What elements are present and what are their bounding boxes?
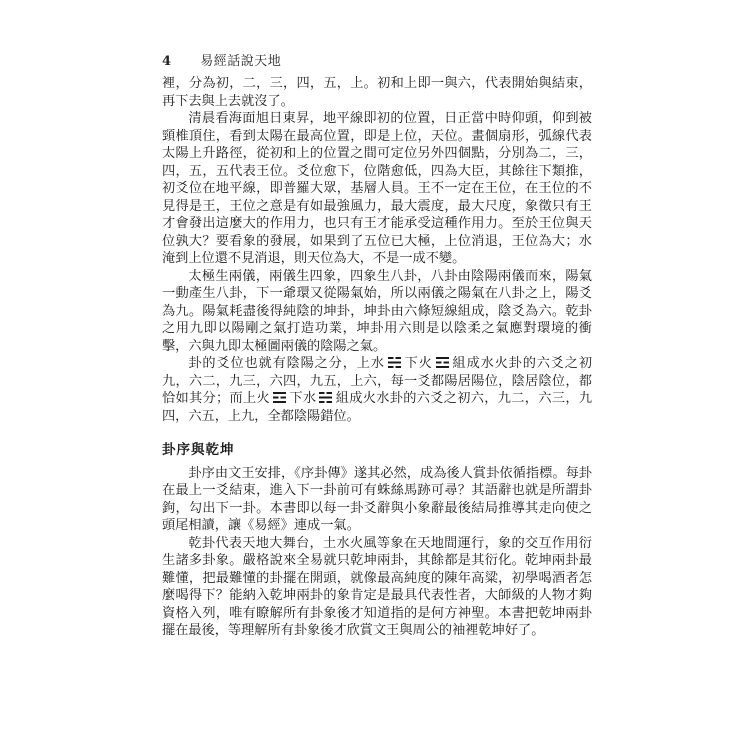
body-text — [162, 75, 592, 640]
paragraph-qian-kun: 乾卦代表天地大舞台，土水火風等象在天地間運行，象的交互作用衍生諸多卦象。嚴格說來全易就只乾坤兩卦，其餘都是其衍化。乾坤兩卦最難懂，把最難懂的卦擺在開頭，就像最高純度的陳年高粱，初學喝酒者怎麼喝得下？能納入乾坤兩卦的象肯定是最具代表性者，大師級的人物才夠資格入列，唯有瞭解所有卦象後才知道指的是何方神聖。本書把乾坤兩卦擺在最後，等理解所有卦象後才欣賞文王與周公的袖裡乾坤好了。 — [162, 535, 592, 638]
paragraph-continued: 裡，分為初，二，三，四，五，上。初和上即一與六，代表開始與結束，再下去與上去就沒了。 — [162, 76, 592, 109]
paragraph-sequence: 卦序由文王安排，《序卦傳》遂其必然，成為後人賞卦依循指標。每卦在最上一爻結束，進入下一卦前可有蛛絲馬跡可尋？其語辭也就是所謂卦鉤，勾出下一卦。本書即以每一卦爻辭與小象辭最後結局推導其走向使之頭尾相讀，讓《易經》連成一氣。 — [162, 465, 592, 533]
text-run: 組成水火卦的六爻之初九，六二，九三，六四，九五，上六，每一爻都陽居陽位，陰居陰位，都恰如其分；而上火 — [162, 356, 593, 406]
running-header — [162, 50, 281, 69]
paragraph-yao-positions — [162, 355, 592, 425]
section-heading: 卦序與乾坤 — [162, 442, 235, 458]
li-trigram-icon — [273, 392, 286, 403]
text-run: 卦的爻位也就有陰陽之分，上水 — [188, 356, 385, 371]
text-run: 下火 — [403, 356, 433, 371]
kan-trigram-icon — [319, 392, 332, 403]
page-number: 4 — [162, 54, 172, 69]
text-run: 下水 — [289, 391, 317, 406]
kan-trigram-icon — [388, 357, 401, 368]
text-run: 組成火水卦的六爻之初六，九二，六三，九四，六五，上九，全都陰陽錯位。 — [162, 391, 593, 424]
li-trigram-icon — [436, 357, 449, 368]
paragraph-taiji: 太極生兩儀，兩儀生四象，四象生八卦，八卦由陰陽兩儀而來，陽氣一動產生八卦，下一爺環又從陽氣始，所以兩儀之陽氣在八卦之上，陽爻為九。陽氣耗盡後得純陰的坤卦，坤卦由六條短線組成，陰爻為六。乾卦之用九即以陽剛之氣打造功業，坤卦用六則是以陰柔之氣應對環境的衝擊，六與九即太極圖兩儀的陰陽之氣。 — [162, 268, 592, 354]
book-title: 易經話說天地 — [200, 54, 282, 69]
paragraph-positions: 清晨看海面旭日東昇，地平線即初的位置，日正當中時仰頭，仰到被頸椎頂住，看到太陽在最高位置，即是上位，天位。畫個扇形，弧線代表太陽上升路徑，從初和上的位置之間可定位另外四個點，分別為二，三，四，五，五代表王位。爻位愈下，位階愈低，四為大臣，其餘往下類推，初爻位在地平線，即普羅大眾，基層人員。王不一定在王位，在王位的不見得是王，王位之意是有如最強風力，最大震度，最大尺度，象徵只有王才會發出這麼大的作用力，也只有王才能承受這種作用力。至於王位與天位孰大？要看象的發展，如果到了五位已大極，上位消退，王位為大；水淹到上位還不見消退，則天位為大，不是一成不變。 — [162, 111, 592, 266]
